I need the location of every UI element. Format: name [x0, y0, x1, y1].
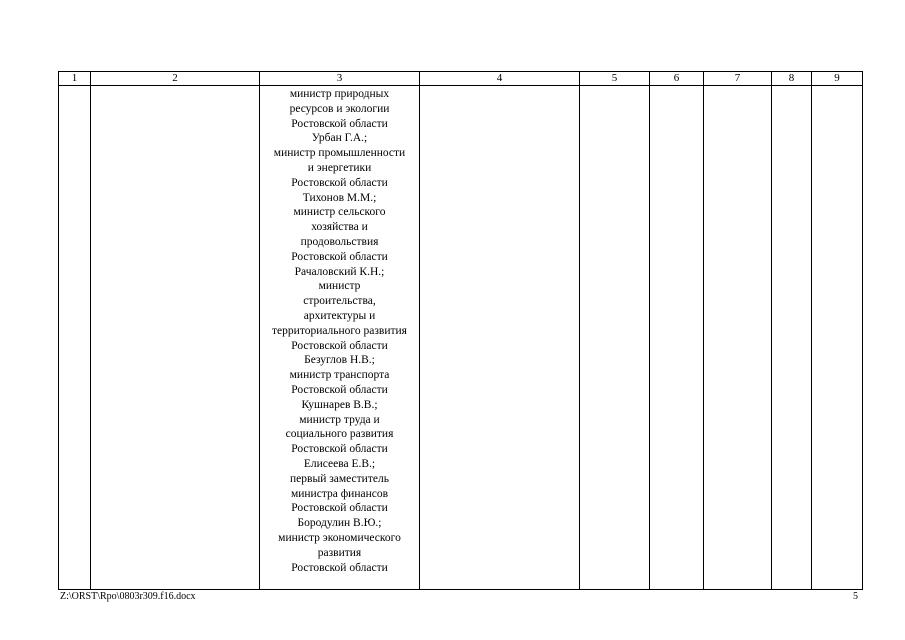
cell-col-2: [91, 86, 260, 590]
cell-text-line: развития: [317, 546, 362, 559]
cell-text-line: Ростовской области: [291, 250, 388, 263]
cell-text-line: министр экономического: [278, 531, 401, 544]
cell-text-line: Елисеева Е.В.;: [303, 457, 376, 470]
cell-text-line: Ростовской области: [291, 383, 388, 396]
footer-file-path: Z:\ORST\Rpo\0803r309.f16.docx: [60, 591, 196, 602]
cell-text-line: и энергетики: [307, 161, 372, 174]
cell-text-line: ресурсов и экологии: [289, 102, 390, 115]
cell-text-line: Бородулин В.Ю.;: [297, 517, 382, 530]
column-header-8: 8: [772, 72, 812, 86]
cell-col-4: [420, 86, 580, 590]
cell-text-line: министр транспорта: [289, 369, 390, 382]
cell-text-line: строительства,: [303, 295, 376, 308]
cell-text-line: территориального развития: [272, 324, 407, 337]
cell-text-line: Тихонов М.М.;: [302, 191, 377, 204]
cell-text-line: министр промышленности: [273, 147, 406, 160]
cell-text-line: архитектуры и: [303, 309, 376, 322]
column-header-9: 9: [812, 72, 863, 86]
column-header-5: 5: [580, 72, 650, 86]
cell-col-8: [772, 86, 812, 590]
cell-text-line: продовольствия: [300, 235, 379, 248]
cell-text-line: министр труда и: [299, 413, 380, 426]
cell-col-3: [260, 86, 420, 590]
cell-col-1: [59, 86, 91, 590]
document-table: [58, 71, 863, 590]
table-row: [59, 86, 863, 590]
cell-text-line: Ростовской области: [291, 117, 388, 130]
column-header-1: 1: [59, 72, 91, 86]
cell-text-line: Урбан Г.А.;: [311, 132, 368, 145]
cell-col-5: [580, 86, 650, 590]
column-header-6: 6: [650, 72, 704, 86]
officials-list: [260, 86, 419, 575]
cell-text-line: министр сельского: [293, 206, 386, 219]
cell-text-line: первый заместитель: [290, 472, 389, 485]
column-header-3: 3: [260, 72, 420, 86]
cell-col-9: [812, 86, 863, 590]
column-header-4: 4: [420, 72, 580, 86]
cell-text-line: Кушнарев В.В.;: [301, 398, 378, 411]
cell-text-line: Безуглов Н.В.;: [304, 354, 375, 367]
cell-text-line: Рачаловский К.Н.;: [294, 265, 385, 278]
cell-text-line: Ростовской области: [291, 443, 388, 456]
cell-text-line: Ростовской области: [291, 176, 388, 189]
cell-text-line: социального развития: [285, 428, 394, 441]
cell-text-line: Ростовской области: [291, 561, 388, 574]
cell-text-line: Ростовской области: [291, 502, 388, 515]
cell-text-line: хозяйства и: [311, 221, 368, 234]
cell-text-line: министра финансов: [290, 487, 389, 500]
column-header-7: 7: [704, 72, 772, 86]
cell-text-line: Ростовской области: [291, 339, 388, 352]
cell-col-6: [650, 86, 704, 590]
cell-text-line: министр природных: [289, 88, 390, 100]
header-row: [59, 72, 863, 86]
footer-page-number: 5: [853, 591, 858, 602]
column-header-2: 2: [91, 72, 260, 86]
cell-col-7: [704, 86, 772, 590]
cell-text-line: министр: [318, 280, 361, 293]
